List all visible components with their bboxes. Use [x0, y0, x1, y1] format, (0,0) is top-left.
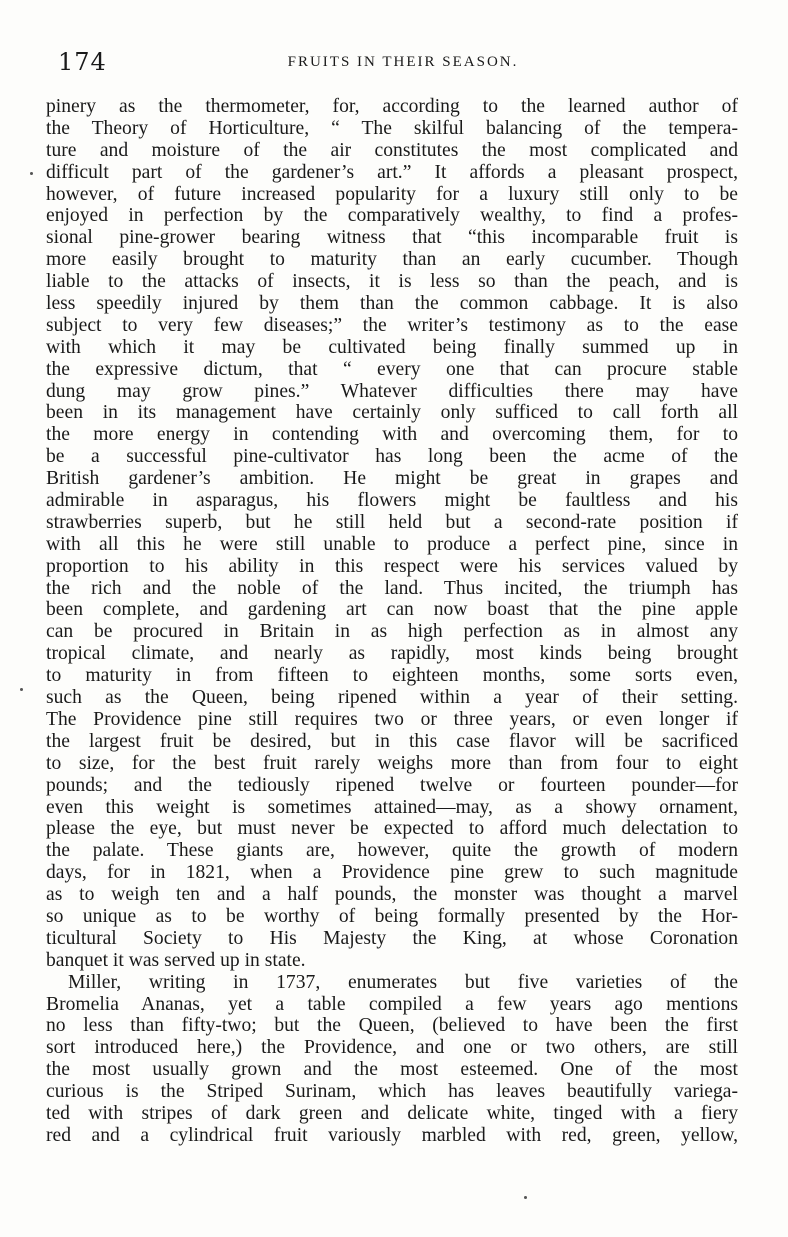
text-line: such as the Queen, being ripened within a year of their setting.	[46, 687, 738, 709]
text-line: liable to the attacks of insects, it is less so than the peach, and is	[46, 271, 738, 293]
body-text	[46, 96, 738, 1147]
ink-speck	[524, 1196, 527, 1199]
text-line: as to weigh ten and a half pounds, the monster was thought a marvel	[46, 884, 738, 906]
paragraph	[46, 96, 738, 972]
text-line: ted with stripes of dark green and delicate white, tinged with a fiery	[46, 1102, 738, 1124]
page-number: 174	[58, 48, 107, 76]
text-line: no less than fifty-two; but the Queen, (believed to have been the first	[46, 1015, 738, 1037]
text-line: red and a cylindrical fruit variously marbled with red, green, yellow,	[46, 1124, 738, 1146]
text-line: Miller, writing in 1737, enumerates but five varieties of the	[68, 971, 738, 993]
ink-speck	[30, 172, 33, 175]
text-line: pinery as the thermometer, for, according to the learned author of	[46, 96, 738, 117]
text-line: been complete, and gardening art can now boast that the pine apple	[46, 599, 738, 621]
text-line: dung may grow pines.” Whatever difficulties there may have	[46, 380, 738, 402]
text-line: difficult part of the gardener’s art.” It affords a pleasant prospect,	[46, 161, 738, 183]
text-line: less speedily injured by them than the common cabbage. It is also	[46, 293, 738, 315]
ink-speck	[20, 688, 23, 691]
text-line: ture and moisture of the air constitutes the most complicated and	[46, 139, 738, 161]
text-line: the palate. These giants are, however, quite the growth of modern	[46, 840, 738, 862]
text-line: subject to very few diseases;” the writer’s testimony as to the ease	[46, 314, 738, 336]
text-line: enjoyed in perfection by the comparatively wealthy, to find a profes-	[46, 205, 738, 227]
text-line: please the eye, but must never be expected to afford much delectation to	[46, 818, 738, 840]
text-line: the most usually grown and the most esteemed. One of the most	[46, 1059, 738, 1081]
text-line: can be procured in Britain in as high perfection as in almost any	[46, 621, 738, 643]
text-line: with all this he were still unable to produce a perfect pine, since in	[46, 533, 738, 555]
text-line: to maturity in from fifteen to eighteen months, some sorts even,	[46, 665, 738, 687]
text-line: admirable in asparagus, his flowers might be faultless and his	[46, 490, 738, 512]
text-line: tropical climate, and nearly as rapidly, most kinds being brought	[46, 643, 738, 665]
text-line: the expressive dictum, that “ every one that can procure stable	[46, 358, 738, 380]
text-line: British gardener’s ambition. He might be great in grapes and	[46, 468, 738, 490]
text-line: days, for in 1821, when a Providence pine grew to such magnitude	[46, 862, 738, 884]
text-line: ticultural Society to His Majesty the King, at whose Coronation	[46, 927, 738, 949]
text-line: even this weight is sometimes attained—may, as a showy ornament,	[46, 796, 738, 818]
text-line: been in its management have certainly only sufficed to call forth all	[46, 402, 738, 424]
text-line: banquet it was served up in state.	[46, 949, 306, 971]
text-line: strawberries superb, but he still held but a second-rate position if	[46, 511, 738, 533]
text-line: the more energy in contending with and overcoming them, for to	[46, 424, 738, 446]
text-line: proportion to his ability in this respect were his services valued by	[46, 555, 738, 577]
text-line: more easily brought to maturity than an early cucumber. Though	[46, 249, 738, 271]
text-line: the Theory of Horticulture, “ The skilful balancing of the tempera-	[46, 117, 738, 139]
text-line: The Providence pine still requires two or three years, or even longer if	[46, 708, 738, 730]
text-line: the largest fruit be desired, but in this case flavor will be sacrificed	[46, 730, 738, 752]
text-line: to size, for the best fruit rarely weighs more than from four to eight	[46, 752, 738, 774]
text-line: with which it may be cultivated being finally summed up in	[46, 336, 738, 358]
text-line: curious is the Striped Surinam, which has leaves beautifully variega-	[46, 1081, 738, 1103]
page-header	[58, 48, 748, 78]
text-line: Bromelia Ananas, yet a table compiled a few years ago mentions	[46, 993, 738, 1015]
text-line: sional pine-grower bearing witness that “this incomparable fruit is	[46, 227, 738, 249]
running-title: FRUITS IN THEIR SEASON.	[287, 54, 519, 70]
paragraph	[46, 972, 738, 1147]
text-line: the rich and the noble of the land. Thus incited, the triumph has	[46, 577, 738, 599]
text-line: however, of future increased popularity for a luxury still only to be	[46, 183, 738, 205]
text-line: be a successful pine-cultivator has long been the acme of the	[46, 446, 738, 468]
text-line: so unique as to be worthy of being formally presented by the Hor-	[46, 905, 738, 927]
text-line: pounds; and the tediously ripened twelve or fourteen pounder—for	[46, 774, 738, 796]
text-line: sort introduced here,) the Providence, and one or two others, are still	[46, 1037, 738, 1059]
